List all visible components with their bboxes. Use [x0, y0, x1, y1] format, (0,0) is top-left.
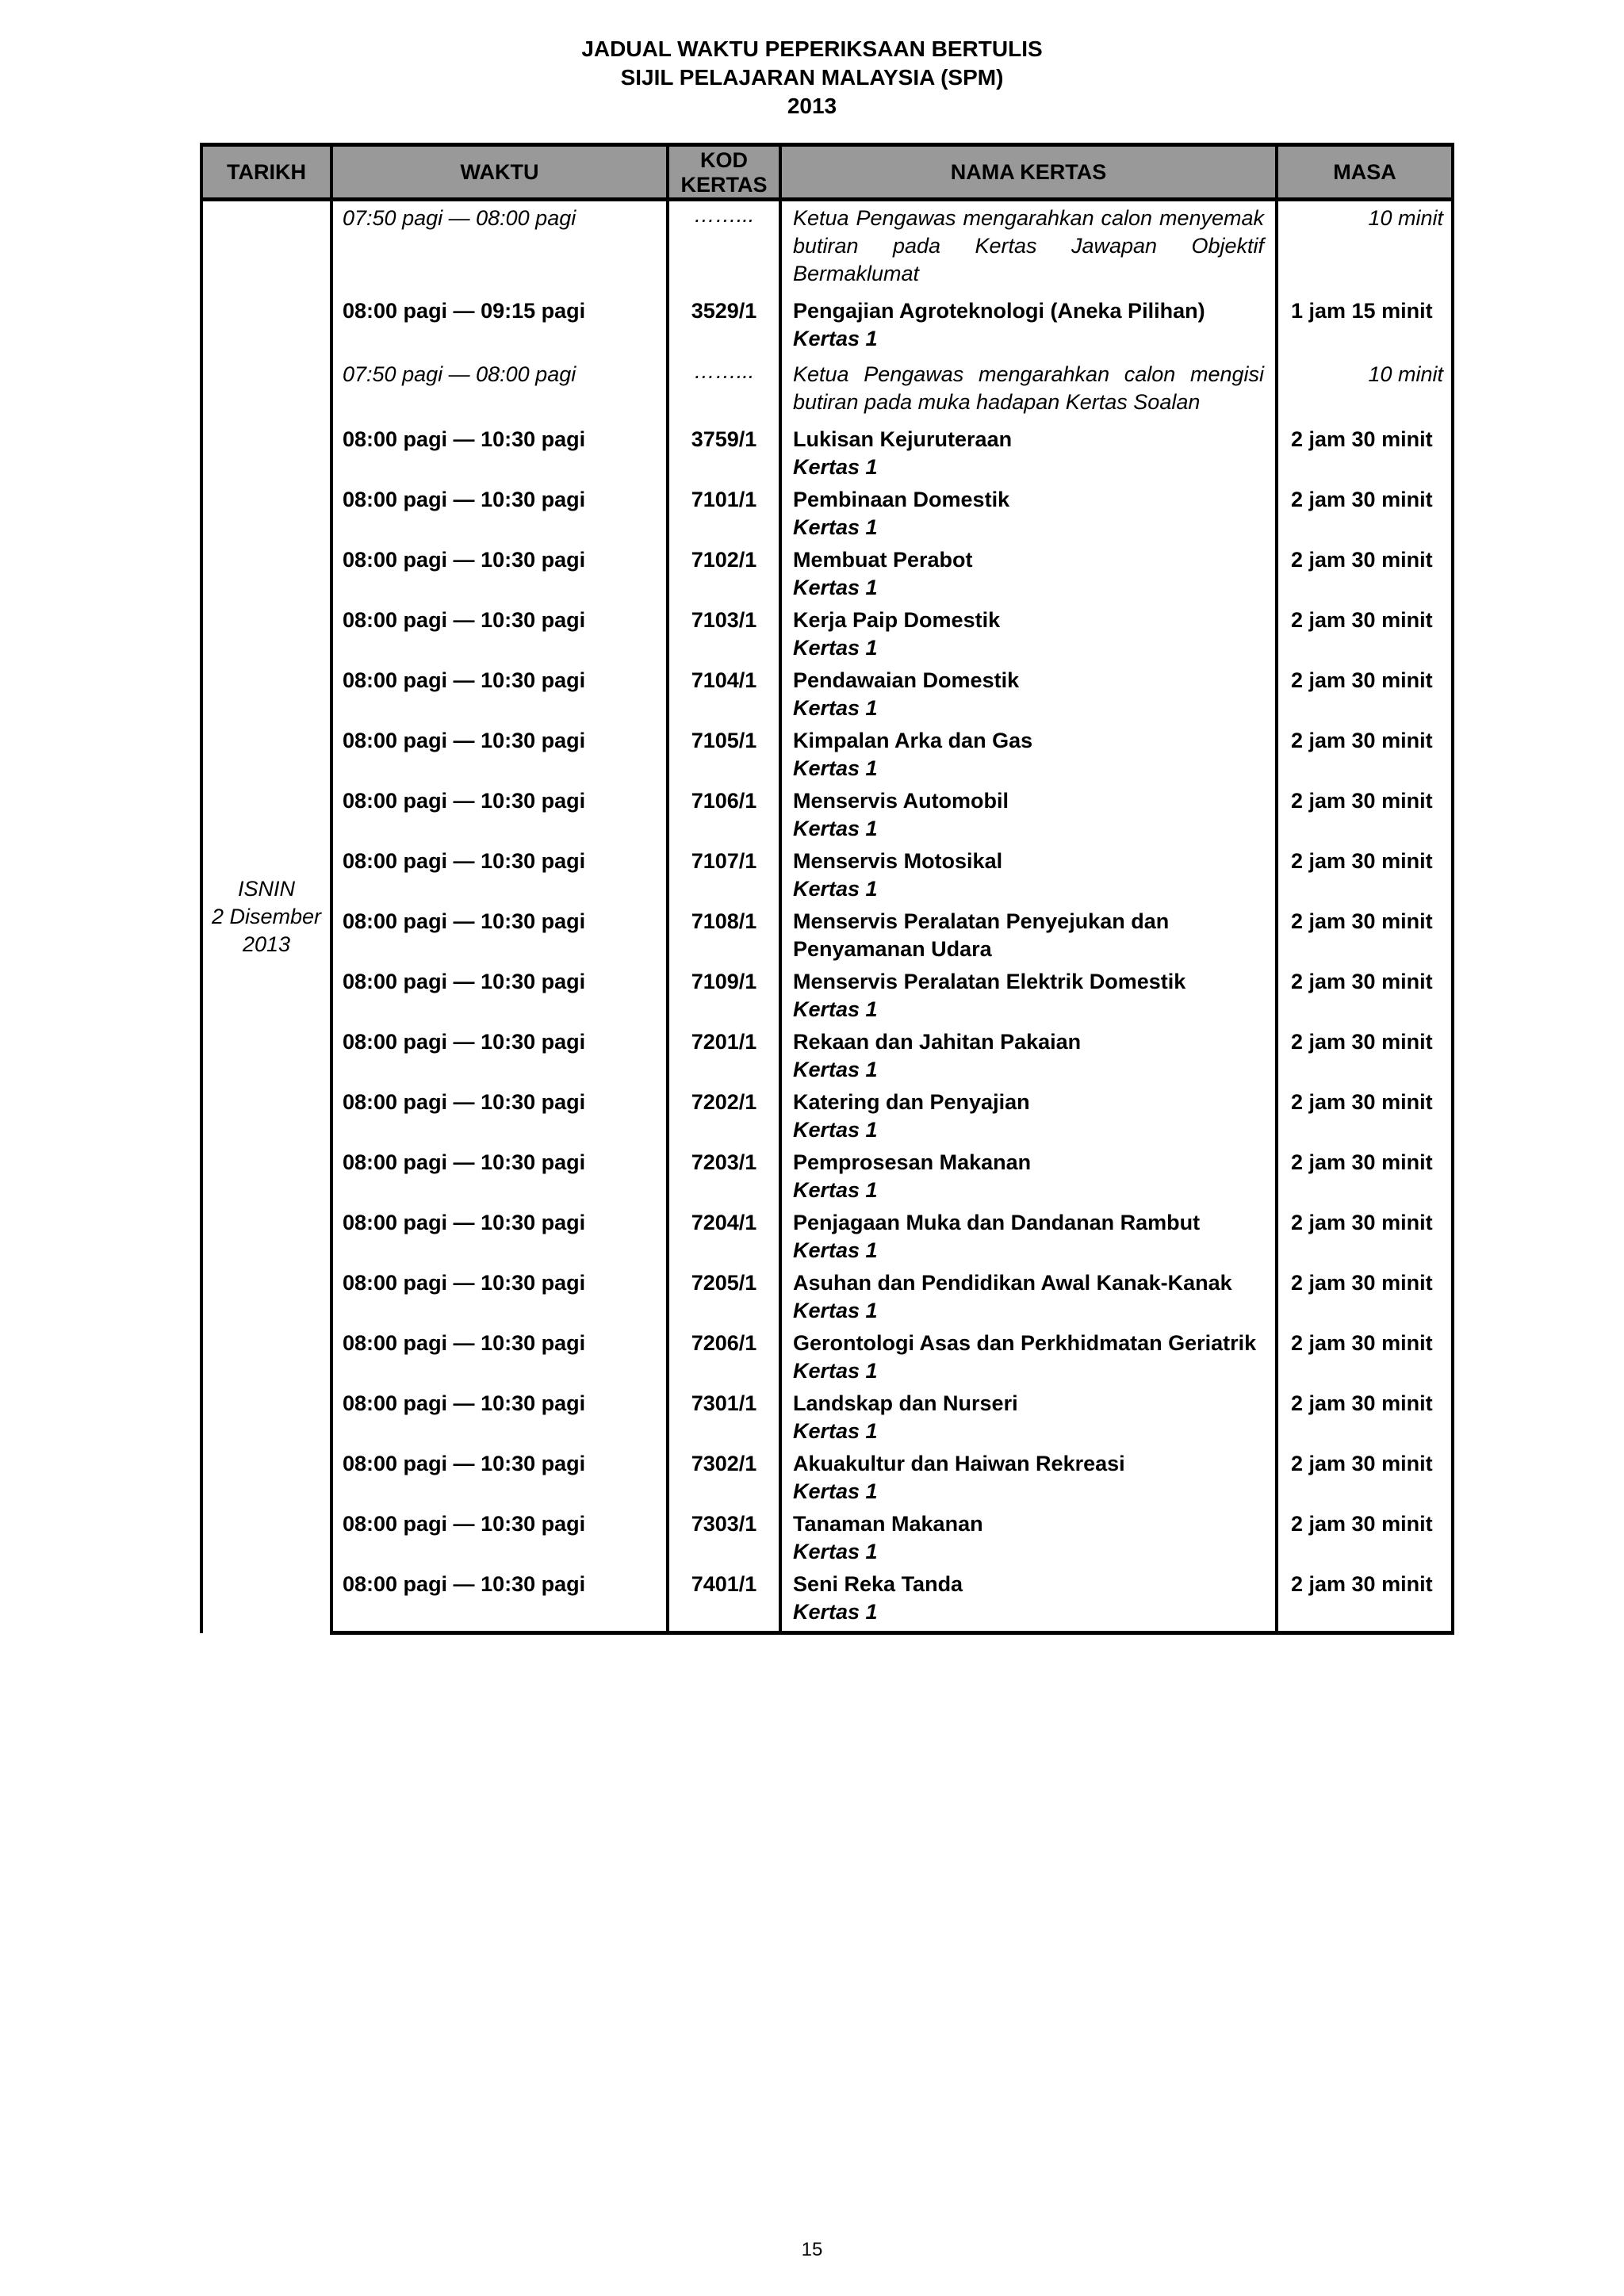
kod-kertas-cell	[668, 787, 780, 848]
kod-kertas-cell	[668, 908, 780, 968]
kod-kertas-cell-text: 7302/1	[691, 1452, 757, 1475]
waktu-cell-text: 08:00 pagi — 10:30 pagi	[343, 729, 586, 752]
kod-kertas-cell-text: 3759/1	[691, 427, 757, 451]
table-row	[201, 607, 1453, 667]
table-row	[201, 1149, 1453, 1209]
nama-kertas-cell	[780, 1149, 1277, 1209]
masa-cell	[1277, 358, 1453, 426]
nama-kertas-cell-text: Gerontologi Asas dan Perkhidmatan Geriatrik	[793, 1331, 1257, 1355]
waktu-cell	[331, 1571, 668, 1633]
waktu-cell	[331, 908, 668, 968]
waktu-cell	[331, 358, 668, 426]
table-row	[201, 1209, 1453, 1269]
waktu-cell	[331, 848, 668, 908]
kod-kertas-cell	[668, 607, 780, 667]
date-date: 2 Disember	[211, 905, 322, 929]
kod-kertas-cell-text: ……...	[693, 203, 755, 227]
masa-cell-text: 2 jam 30 minit	[1291, 1211, 1433, 1234]
nama-kertas-cell	[780, 1209, 1277, 1269]
masa-cell	[1277, 848, 1453, 908]
kertas-label: Kertas 1	[793, 877, 878, 901]
nama-kertas-cell	[780, 1450, 1277, 1510]
kod-kertas-cell	[668, 426, 780, 486]
kod-kertas-cell-text: 7109/1	[691, 970, 757, 993]
kod-kertas-cell	[668, 1089, 780, 1149]
nama-kertas-cell-text: Menservis Peralatan Elektrik Domestik	[793, 970, 1186, 993]
kod-kertas-cell-text: 7103/1	[691, 608, 757, 632]
title-line-2: SIJIL PELAJARAN MALAYSIA (SPM)	[620, 65, 1004, 90]
kod-kertas-cell	[668, 968, 780, 1028]
masa-cell-text: 2 jam 30 minit	[1291, 1512, 1433, 1536]
nama-kertas-cell	[780, 358, 1277, 426]
masa-cell	[1277, 1089, 1453, 1149]
waktu-cell-text: 08:00 pagi — 10:30 pagi	[343, 1090, 586, 1114]
kod-kertas-cell-text: 7105/1	[691, 729, 757, 752]
page-number: 15	[801, 2239, 823, 2260]
col-header-nama-kertas: NAMA KERTAS	[780, 145, 1277, 200]
kod-kertas-cell	[668, 1510, 780, 1571]
date-day: ISNIN	[237, 877, 295, 901]
waktu-cell	[331, 1209, 668, 1269]
table-row	[201, 908, 1453, 968]
masa-cell-text: 2 jam 30 minit	[1291, 729, 1433, 752]
kod-kertas-cell-text: 7202/1	[691, 1090, 757, 1114]
col-header-kod-line1: KOD	[700, 148, 748, 172]
kod-kertas-cell-text: 7102/1	[691, 548, 757, 572]
kertas-label: Kertas 1	[793, 455, 878, 479]
kertas-label: Kertas 1	[793, 576, 878, 599]
waktu-cell-text: 08:00 pagi — 10:30 pagi	[343, 1150, 586, 1174]
table-row	[201, 426, 1453, 486]
masa-cell	[1277, 1149, 1453, 1209]
waktu-cell	[331, 667, 668, 727]
waktu-cell-text: 08:00 pagi — 10:30 pagi	[343, 849, 586, 873]
kod-kertas-cell-text: 7101/1	[691, 488, 757, 511]
nama-kertas-cell-text: Ketua Pengawas mengarahkan calon mengisi butiran pada muka hadapan Kertas Soalan	[793, 362, 1264, 414]
waktu-cell	[331, 546, 668, 607]
table-row	[201, 1571, 1453, 1633]
nama-kertas-cell-text: Asuhan dan Pendidikan Awal Kanak-Kanak	[793, 1271, 1232, 1295]
nama-kertas-cell	[780, 1330, 1277, 1390]
kertas-label: Kertas 1	[793, 636, 878, 660]
nama-kertas-cell	[780, 787, 1277, 848]
masa-cell-text: 2 jam 30 minit	[1291, 970, 1433, 993]
nama-kertas-cell	[780, 486, 1277, 546]
nama-kertas-cell-text: Penjagaan Muka dan Dandanan Rambut	[793, 1211, 1201, 1234]
col-header-kod-line2: KERTAS	[680, 173, 768, 197]
kod-kertas-cell-text: 7204/1	[691, 1211, 757, 1234]
masa-cell	[1277, 1390, 1453, 1450]
masa-cell	[1277, 1330, 1453, 1390]
nama-kertas-cell	[780, 1510, 1277, 1571]
kertas-label: Kertas 1	[793, 1600, 878, 1624]
waktu-cell	[331, 968, 668, 1028]
masa-cell-text: 2 jam 30 minit	[1291, 909, 1433, 933]
waktu-cell-text: 08:00 pagi — 10:30 pagi	[343, 1391, 586, 1415]
waktu-cell-text: 07:50 pagi — 08:00 pagi	[343, 362, 576, 386]
kod-kertas-cell	[668, 1149, 780, 1209]
masa-cell-text: 2 jam 30 minit	[1291, 1030, 1433, 1054]
document-title	[0, 35, 1624, 121]
waktu-cell-text: 07:50 pagi — 08:00 pagi	[343, 206, 576, 230]
kertas-label: Kertas 1	[793, 1178, 878, 1202]
nama-kertas-cell	[780, 426, 1277, 486]
masa-cell	[1277, 200, 1453, 298]
waktu-cell-text: 08:00 pagi — 10:30 pagi	[343, 1572, 586, 1596]
kod-kertas-cell	[668, 1269, 780, 1330]
masa-cell-text: 2 jam 30 minit	[1291, 1391, 1433, 1415]
masa-cell	[1277, 968, 1453, 1028]
waktu-cell	[331, 426, 668, 486]
waktu-cell	[331, 1330, 668, 1390]
masa-cell	[1277, 908, 1453, 968]
table-row	[201, 787, 1453, 848]
table-row	[201, 968, 1453, 1028]
masa-cell	[1277, 1510, 1453, 1571]
masa-cell-text: 2 jam 30 minit	[1291, 1331, 1433, 1355]
kertas-label: Kertas 1	[793, 696, 878, 720]
masa-cell	[1277, 787, 1453, 848]
waktu-cell-text: 08:00 pagi — 10:30 pagi	[343, 1271, 586, 1295]
nama-kertas-cell	[780, 1571, 1277, 1633]
waktu-cell-text: 08:00 pagi — 10:30 pagi	[343, 1211, 586, 1234]
nama-kertas-cell-text: Membuat Perabot	[793, 548, 973, 572]
col-header-kod-kertas	[668, 145, 780, 200]
masa-cell	[1277, 667, 1453, 727]
nama-kertas-cell-text: Lukisan Kejuruteraan	[793, 427, 1013, 451]
waktu-cell-text: 08:00 pagi — 10:30 pagi	[343, 1512, 586, 1536]
nama-kertas-cell-text: Kimpalan Arka dan Gas	[793, 729, 1033, 752]
nama-kertas-cell-text: Seni Reka Tanda	[793, 1572, 963, 1596]
waktu-cell-text: 08:00 pagi — 09:15 pagi	[343, 299, 586, 323]
masa-cell-text: 2 jam 30 minit	[1291, 789, 1433, 813]
masa-cell	[1277, 1571, 1453, 1633]
masa-cell-text: 2 jam 30 minit	[1291, 1572, 1433, 1596]
kod-kertas-cell	[668, 1571, 780, 1633]
kod-kertas-cell-text: 7301/1	[691, 1391, 757, 1415]
nama-kertas-cell	[780, 848, 1277, 908]
masa-cell-text: 10 minit	[1368, 206, 1443, 230]
table-row	[201, 297, 1453, 358]
nama-kertas-cell-text: Kerja Paip Domestik	[793, 608, 1001, 632]
kod-kertas-cell	[668, 546, 780, 607]
masa-cell-text: 2 jam 30 minit	[1291, 427, 1433, 451]
nama-kertas-cell-text: Akuakultur dan Haiwan Rekreasi	[793, 1452, 1125, 1475]
timetable-body	[201, 200, 1453, 1633]
masa-cell	[1277, 607, 1453, 667]
waktu-cell-text: 08:00 pagi — 10:30 pagi	[343, 1030, 586, 1054]
kertas-label: Kertas 1	[793, 1540, 878, 1563]
nama-kertas-cell	[780, 667, 1277, 727]
nama-kertas-cell-text: Menservis Motosikal	[793, 849, 1003, 873]
kod-kertas-cell-text: 7106/1	[691, 789, 757, 813]
masa-cell-text: 2 jam 30 minit	[1291, 608, 1433, 632]
kod-kertas-cell-text: 7203/1	[691, 1150, 757, 1174]
kod-kertas-cell-text: 7205/1	[691, 1271, 757, 1295]
kod-kertas-cell-text: 7104/1	[691, 668, 757, 692]
masa-cell	[1277, 426, 1453, 486]
kertas-label: Kertas 1	[793, 997, 878, 1021]
masa-cell-text: 2 jam 30 minit	[1291, 488, 1433, 511]
instruction-row	[201, 200, 1453, 298]
col-header-masa: MASA	[1277, 145, 1453, 200]
kod-kertas-cell	[668, 200, 780, 298]
masa-cell-text: 2 jam 30 minit	[1291, 1090, 1433, 1114]
col-header-waktu: WAKTU	[331, 145, 668, 200]
kod-kertas-cell-text: 7401/1	[691, 1572, 757, 1596]
waktu-cell	[331, 200, 668, 298]
nama-kertas-cell-text: Pemprosesan Makanan	[793, 1150, 1032, 1174]
nama-kertas-cell-text: Landskap dan Nurseri	[793, 1391, 1018, 1415]
table-row	[201, 727, 1453, 787]
table-row	[201, 1269, 1453, 1330]
kod-kertas-cell-text: 7303/1	[691, 1512, 757, 1536]
table-row	[201, 1028, 1453, 1089]
waktu-cell-text: 08:00 pagi — 10:30 pagi	[343, 1331, 586, 1355]
kod-kertas-cell	[668, 1450, 780, 1510]
masa-cell-text: 2 jam 30 minit	[1291, 668, 1433, 692]
kod-kertas-cell	[668, 486, 780, 546]
kod-kertas-cell-text: ……...	[693, 359, 755, 383]
masa-cell-text: 2 jam 30 minit	[1291, 1452, 1433, 1475]
table-row	[201, 1510, 1453, 1571]
kertas-label: Kertas 1	[793, 1118, 878, 1142]
waktu-cell	[331, 1149, 668, 1209]
nama-kertas-cell	[780, 968, 1277, 1028]
masa-cell-text: 2 jam 30 minit	[1291, 1150, 1433, 1174]
waktu-cell	[331, 1028, 668, 1089]
nama-kertas-cell	[780, 1089, 1277, 1149]
waktu-cell-text: 08:00 pagi — 10:30 pagi	[343, 608, 586, 632]
waktu-cell	[331, 297, 668, 358]
kod-kertas-cell	[668, 848, 780, 908]
nama-kertas-cell-text: Pembinaan Domestik	[793, 488, 1010, 511]
masa-cell-text: 2 jam 30 minit	[1291, 548, 1433, 572]
waktu-cell	[331, 1089, 668, 1149]
table-row	[201, 546, 1453, 607]
masa-cell	[1277, 486, 1453, 546]
nama-kertas-cell-text: Pengajian Agroteknologi (Aneka Pilihan)	[793, 299, 1205, 323]
table-row	[201, 1390, 1453, 1450]
title-line-3: 2013	[787, 94, 837, 118]
masa-cell	[1277, 1269, 1453, 1330]
kertas-label: Kertas 1	[793, 1299, 878, 1322]
nama-kertas-cell-text: Rekaan dan Jahitan Pakaian	[793, 1030, 1082, 1054]
masa-cell	[1277, 1028, 1453, 1089]
kod-kertas-cell	[668, 358, 780, 426]
nama-kertas-cell	[780, 297, 1277, 358]
kod-kertas-cell-text: 7107/1	[691, 849, 757, 873]
date-cell	[201, 200, 331, 1633]
waktu-cell-text: 08:00 pagi — 10:30 pagi	[343, 1452, 586, 1475]
masa-cell-text: 2 jam 30 minit	[1291, 1271, 1433, 1295]
nama-kertas-cell	[780, 607, 1277, 667]
kertas-label: Kertas 1	[793, 1058, 878, 1081]
kertas-label: Kertas 1	[793, 327, 878, 350]
nama-kertas-cell-text: Katering dan Penyajian	[793, 1090, 1030, 1114]
kod-kertas-cell	[668, 1330, 780, 1390]
date-year: 2013	[242, 932, 291, 957]
nama-kertas-cell-text: Pendawaian Domestik	[793, 668, 1020, 692]
table-header-row	[201, 145, 1453, 200]
waktu-cell	[331, 787, 668, 848]
nama-kertas-cell	[780, 1028, 1277, 1089]
waktu-cell-text: 08:00 pagi — 10:30 pagi	[343, 789, 586, 813]
table-row	[201, 667, 1453, 727]
masa-cell	[1277, 297, 1453, 358]
table-row	[201, 1450, 1453, 1510]
masa-cell-text: 2 jam 30 minit	[1291, 849, 1433, 873]
masa-cell	[1277, 546, 1453, 607]
kod-kertas-cell-text: 7206/1	[691, 1331, 757, 1355]
kertas-label: Kertas 1	[793, 1359, 878, 1383]
waktu-cell-text: 08:00 pagi — 10:30 pagi	[343, 909, 586, 933]
waktu-cell	[331, 1510, 668, 1571]
table-row	[201, 1330, 1453, 1390]
nama-kertas-cell	[780, 727, 1277, 787]
instruction-row	[201, 358, 1453, 426]
table-row	[201, 848, 1453, 908]
kertas-label: Kertas 1	[793, 1238, 878, 1262]
waktu-cell	[331, 727, 668, 787]
kertas-label: Kertas 1	[793, 515, 878, 539]
waktu-cell-text: 08:00 pagi — 10:30 pagi	[343, 427, 586, 451]
kertas-label: Kertas 1	[793, 1419, 878, 1443]
masa-cell	[1277, 727, 1453, 787]
masa-cell-text: 1 jam 15 minit	[1291, 299, 1433, 323]
waktu-cell	[331, 486, 668, 546]
table-row	[201, 1089, 1453, 1149]
kod-kertas-cell	[668, 1390, 780, 1450]
nama-kertas-cell	[780, 1390, 1277, 1450]
waktu-cell-text: 08:00 pagi — 10:30 pagi	[343, 488, 586, 511]
masa-cell	[1277, 1209, 1453, 1269]
waktu-cell	[331, 1269, 668, 1330]
kertas-label: Kertas 1	[793, 817, 878, 840]
kod-kertas-cell	[668, 297, 780, 358]
exam-timetable	[200, 143, 1454, 1635]
waktu-cell	[331, 1450, 668, 1510]
nama-kertas-cell-text: Ketua Pengawas mengarahkan calon menyemak butiran pada Kertas Jawapan Objektif Bermaklumat	[793, 206, 1264, 285]
title-line-1: JADUAL WAKTU PEPERIKSAAN BERTULIS	[581, 36, 1043, 61]
waktu-cell	[331, 1390, 668, 1450]
nama-kertas-cell-text: Menservis Peralatan Penyejukan dan Penyamanan Udara	[793, 909, 1170, 961]
waktu-cell	[331, 607, 668, 667]
kod-kertas-cell-text: 3529/1	[691, 299, 757, 323]
masa-cell	[1277, 1450, 1453, 1510]
nama-kertas-cell-text: Menservis Automobil	[793, 789, 1009, 813]
nama-kertas-cell-text: Tanaman Makanan	[793, 1512, 983, 1536]
kod-kertas-cell-text: 7108/1	[691, 909, 757, 933]
kod-kertas-cell	[668, 1209, 780, 1269]
kod-kertas-cell	[668, 1028, 780, 1089]
nama-kertas-cell	[780, 1269, 1277, 1330]
waktu-cell-text: 08:00 pagi — 10:30 pagi	[343, 548, 586, 572]
table-row	[201, 486, 1453, 546]
nama-kertas-cell	[780, 546, 1277, 607]
waktu-cell-text: 08:00 pagi — 10:30 pagi	[343, 668, 586, 692]
kertas-label: Kertas 1	[793, 756, 878, 780]
kod-kertas-cell	[668, 667, 780, 727]
masa-cell-text: 10 minit	[1368, 362, 1443, 386]
kertas-label: Kertas 1	[793, 1479, 878, 1503]
nama-kertas-cell	[780, 200, 1277, 298]
kod-kertas-cell	[668, 727, 780, 787]
kod-kertas-cell-text: 7201/1	[691, 1030, 757, 1054]
col-header-tarikh: TARIKH	[201, 145, 331, 200]
waktu-cell-text: 08:00 pagi — 10:30 pagi	[343, 970, 586, 993]
nama-kertas-cell	[780, 908, 1277, 968]
